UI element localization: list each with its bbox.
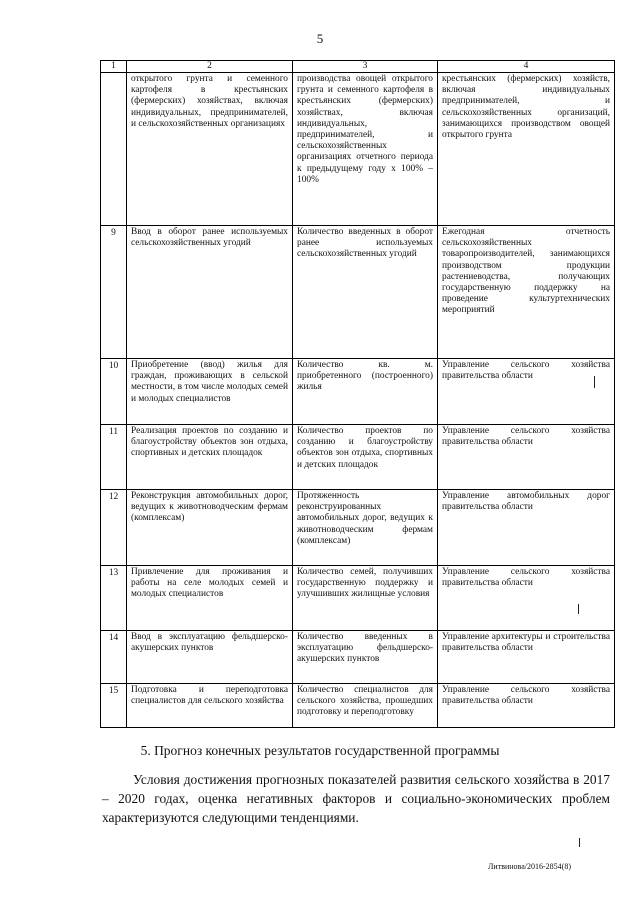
source-cell: Управление сельского хозяйства правительства области — [438, 684, 615, 728]
activity-cell: Привлечение для проживания и работы на селе молодых семей и молодых специалистов — [127, 566, 293, 631]
activity-cell: Подготовка и переподготовка специалистов для сельского хозяйства — [127, 684, 293, 728]
scan-mark — [594, 376, 595, 388]
activity-cell: Реконструкция автомобильных дорог, ведущих к животноводческим фермам (комплексам) — [127, 490, 293, 566]
indicator-cell: Количество введенных в оборот ранее используемых сельскохозяйственных угодий — [293, 226, 438, 359]
scan-mark — [578, 604, 579, 614]
activity-cell: Приобретение (ввод) жилья для граждан, проживающих в сельской местности, в том числе молодых семей и молодых специалистов — [127, 359, 293, 425]
row-number — [101, 73, 127, 226]
table-row — [101, 566, 615, 631]
activity-cell: Ввод в эксплуатацию фельдшерско-акушерских пунктов — [127, 631, 293, 684]
column-header: 2 — [127, 61, 293, 73]
indicator-cell: Количество семей, получивших государственную поддержку и улучшивших жилищные условия — [293, 566, 438, 631]
indicator-cell: Количество проектов по созданию и благоустройству объектов зон отдыха, спортивных и детских площадок — [293, 425, 438, 490]
table-row — [101, 684, 615, 728]
row-number: 15 — [101, 684, 127, 728]
source-cell: Управление архитектуры и строительства правительства области — [438, 631, 615, 684]
row-number: 13 — [101, 566, 127, 631]
table-row — [101, 490, 615, 566]
indicator-cell: производства овощей открытого грунта и семенного картофеля в крестьянских (фермерских) хозяйствах, включая индивидуальных, предпринимателей, и сельскохозяйственных организациях отчетного периода к предыдущему году х 100% – 100% — [293, 73, 438, 226]
indicator-cell: Протяженность реконструированных автомобильных дорог, ведущих к животноводческим фермам (комплексам) — [293, 490, 438, 566]
scan-mark — [579, 838, 580, 847]
row-number: 12 — [101, 490, 127, 566]
activity-cell: Ввод в оборот ранее используемых сельскохозяйственных угодий — [127, 226, 293, 359]
column-header: 1 — [101, 61, 127, 73]
row-number: 14 — [101, 631, 127, 684]
row-number: 9 — [101, 226, 127, 359]
page-number: 5 — [316, 31, 324, 46]
activity-cell: Реализация проектов по созданию и благоустройству объектов зон отдыха, спортивных и детских площадок — [127, 425, 293, 490]
table-row — [101, 425, 615, 490]
table-row — [101, 359, 615, 425]
results-table — [100, 60, 615, 728]
indicator-cell: Количество введенных в эксплуатацию фельдшерско-акушерских пунктов — [293, 631, 438, 684]
table-row — [101, 226, 615, 359]
source-cell: Управление сельского хозяйства правительства области — [438, 566, 615, 631]
source-cell: крестьянских (фермерских) хозяйств, включая индивидуальных предпринимателей, и сельскохозяйственных организаций, занимающихся производством овощей открытого грунта — [438, 73, 615, 226]
row-number: 10 — [101, 359, 127, 425]
column-header: 3 — [293, 61, 438, 73]
indicator-cell: Количество кв. м. приобретенного (построенного) жилья — [293, 359, 438, 425]
column-header: 4 — [438, 61, 615, 73]
row-number: 11 — [101, 425, 127, 490]
source-cell: Управление автомобильных дорог правительства области — [438, 490, 615, 566]
table-row — [101, 631, 615, 684]
table-row — [101, 73, 615, 226]
source-cell: Управление сельского хозяйства правительства области — [438, 359, 615, 425]
section-heading: 5. Прогноз конечных результатов государственной программы — [140, 743, 500, 758]
source-cell: Управление сельского хозяйства правительства области — [438, 425, 615, 490]
document-code: Литвинова/2016-2854(8) — [488, 862, 571, 871]
indicator-cell: Количество специалистов для сельского хозяйства, прошедших подготовку и переподготовку — [293, 684, 438, 728]
table-header-row — [101, 61, 615, 73]
body-paragraph: Условия достижения прогнозных показателей развития сельского хозяйства в 2017 – 2020 годах, оценка негативных факторов и социально-экономических проблем характеризуются следующими тенденциями. — [102, 772, 610, 825]
source-cell: Ежегодная отчетность сельскохозяйственных товаропроизводителей, занимающихся производством продукции растениеводства, получающих государственную поддержку на проведение культуртехнических мероприятий — [438, 226, 615, 359]
activity-cell: открытого грунта и семенного картофеля в крестьянских (фермерских) хозяйствах, включая индивидуальных, предпринимателей, и сельскохозяйственных организациях — [127, 73, 293, 226]
